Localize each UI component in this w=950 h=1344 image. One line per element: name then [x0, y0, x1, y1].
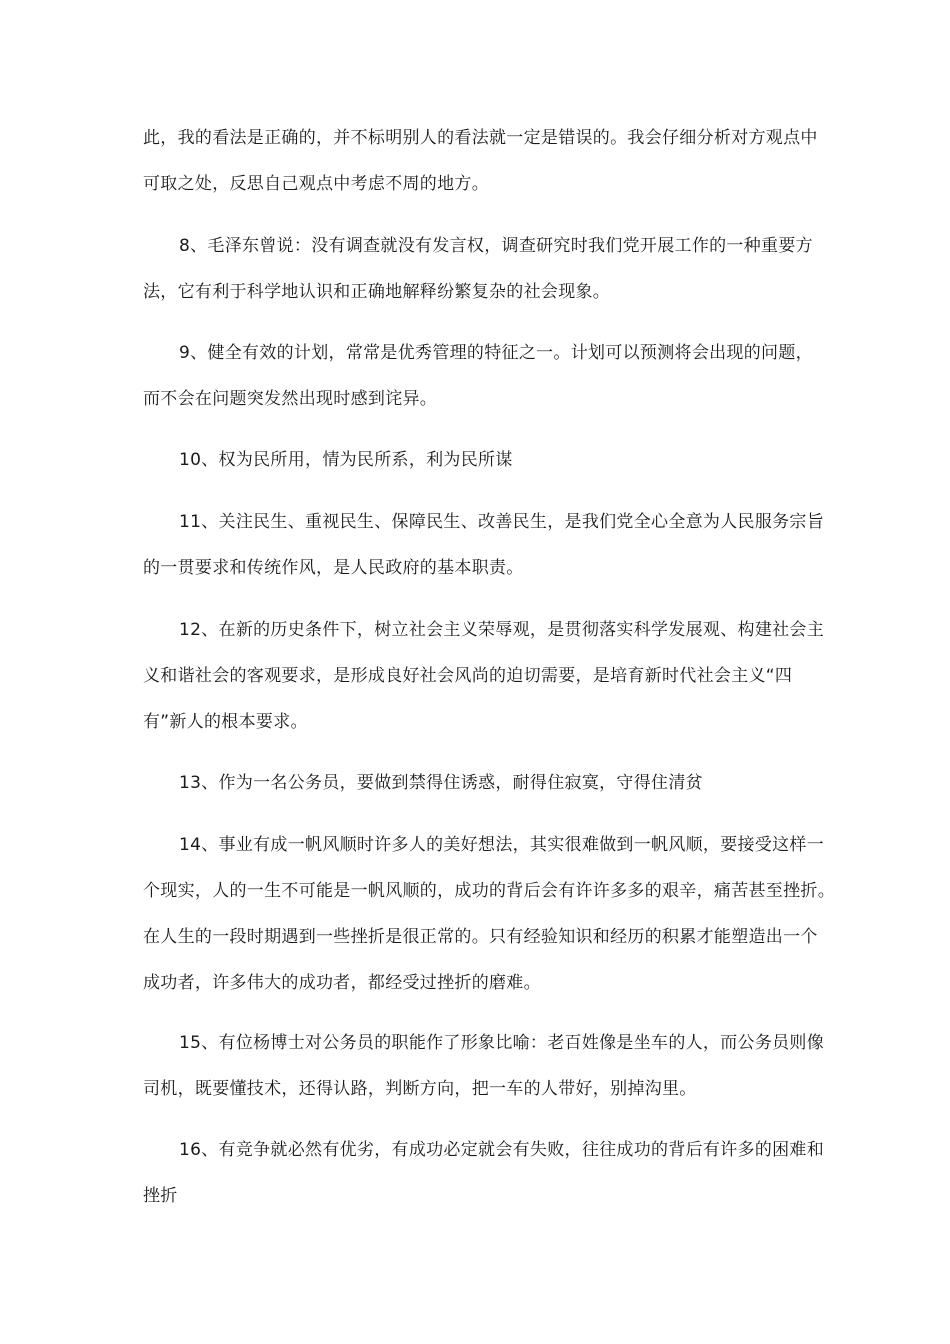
- paragraph-13: [143, 760, 813, 806]
- text-line: 而不会在问题突发然出现时感到诧异。: [143, 389, 438, 409]
- text-line: 可取之处，反思自己观点中考虑不周的地方。: [143, 174, 489, 194]
- text-line: 此，我的看法是正确的，并不标明别人的看法就一定是错误的。我会仔细分析对方观点中: [143, 128, 818, 148]
- paragraph-14: [143, 822, 835, 1006]
- text-line: 个现实，人的一生不可能是一帆风顺的，成功的背后会有许许多多的艰辛，痛苦甚至挫折。: [143, 881, 835, 901]
- paragraph-8: [143, 223, 813, 315]
- paragraph-12: [143, 607, 825, 745]
- text-line: 义和谐社会的客观要求，是形成良好社会风尚的迫切需要，是培育新时代社会主义“四: [143, 666, 793, 686]
- paragraph-16: [143, 1127, 825, 1219]
- paragraph-7-continued: [143, 115, 818, 207]
- text-line: 司机，既要懂技术，还得认路，判断方向，把一车的人带好，别掉沟里。: [143, 1079, 697, 1099]
- text-line: 16、有竞争就必然有优劣，有成功必定就会有失败，往往成功的背后有许多的困难和: [179, 1140, 825, 1160]
- text-line: 有”新人的根本要求。: [143, 712, 308, 732]
- paragraph-10: [143, 437, 813, 483]
- text-line: 9、健全有效的计划，常常是优秀管理的特征之一。计划可以预测将会出现的问题，: [179, 343, 813, 363]
- text-line: 挫折: [143, 1186, 178, 1206]
- paragraph-15: [143, 1020, 825, 1112]
- paragraph-9: [143, 330, 813, 422]
- paragraph-11: [143, 499, 825, 591]
- text-line: 10、权为民所用，情为民所系，利为民所谋: [179, 450, 513, 470]
- text-line: 15、有位杨博士对公务员的职能作了形象比喻：老百姓像是坐车的人，而公务员则像: [179, 1033, 825, 1053]
- text-line: 成功者，许多伟大的成功者，都经受过挫折的磨难。: [143, 973, 541, 993]
- text-line: 的一贯要求和传统作风，是人民政府的基本职责。: [143, 558, 524, 578]
- text-line: 12、在新的历史条件下，树立社会主义荣辱观，是贯彻落实科学发展观、构建社会主: [179, 620, 825, 640]
- text-line: 在人生的一段时期遇到一些挫折是很正常的。只有经验知识和经历的积累才能塑造出一个: [143, 927, 818, 947]
- text-line: 11、关注民生、重视民生、保障民生、改善民生，是我们党全心全意为人民服务宗旨: [179, 512, 825, 532]
- text-line: 13、作为一名公务员，要做到禁得住诱惑，耐得住寂寞，守得住清贫: [179, 773, 703, 793]
- text-line: 法，它有利于科学地认识和正确地解释纷繁复杂的社会现象。: [143, 282, 611, 302]
- text-line: 14、事业有成一帆风顺时许多人的美好想法，其实很难做到一帆风顺，要接受这样一: [179, 835, 825, 855]
- text-line: 8、毛泽东曾说：没有调查就没有发言权，调查研究时我们党开展工作的一种重要方: [179, 236, 813, 256]
